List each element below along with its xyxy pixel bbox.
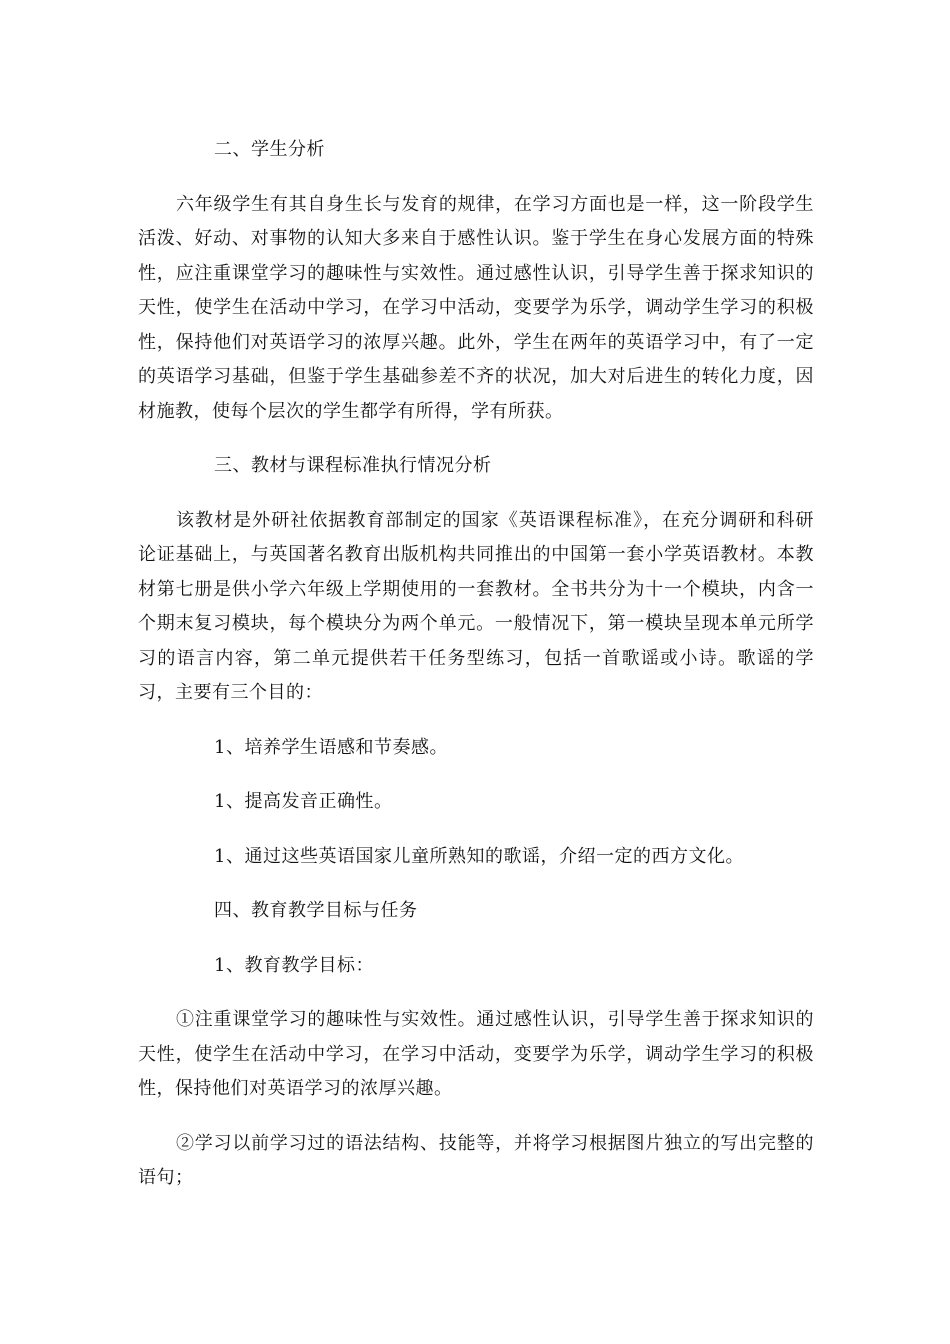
document-body — [138, 133, 814, 1216]
section-heading-textbook-analysis: 三、教材与课程标准执行情况分析 — [214, 455, 492, 476]
section-heading-goals-tasks: 四、教育教学目标与任务 — [214, 900, 418, 921]
list-item-purpose-3: 1、通过这些英语国家儿童所熟知的歌谣，介绍一定的西方文化。 — [214, 845, 744, 867]
section-heading-student-analysis: 二、学生分析 — [214, 139, 325, 160]
paragraph-textbook-analysis: 该教材是外研社依据教育部制定的国家《英语课程标准》，在充分调研和科研论证基础上，与英国著名教育出版机构共同推出的中国第一套小学英语教材。本教材第七册是供小学六年级上学期使用的一套教材。全书共分为十一个模块，内含一个期末复习模块，每个模块分为两个单元。一般情况下，第一模块呈现本单元所学习的语言内容，第二单元提供若干任务型练习，包括一首歌谣或小诗。歌谣的学习，主要有三个目的： — [138, 509, 814, 703]
list-item-purpose-2: 1、提高发音正确性。 — [214, 791, 393, 812]
paragraph-goal-2: ②学习以前学习过的语法结构、技能等，并将学习根据图片独立的写出完整的语句； — [138, 1132, 814, 1188]
list-item-purpose-1: 1、培养学生语感和节奏感。 — [214, 736, 448, 758]
paragraph-goal-1: ①注重课堂学习的趣味性与实效性。通过感性认识，引导学生善于探求知识的天性，使学生在活动中学习，在学习中活动，变要学为乐学，调动学生学习的积极性，保持他们对英语学习的浓厚兴趣。 — [138, 1009, 814, 1099]
paragraph-student-analysis: 六年级学生有其自身生长与发育的规律，在学习方面也是一样，这一阶段学生活泼、好动、对事物的认知大多来自于感性认识。鉴于学生在身心发展方面的特殊性，应注重课堂学习的趣味性与实效性。通过感性认识，引导学生善于探求知识的天性，使学生在活动中学习，在学习中活动，变要学为乐学，调动学生学习的积极性，保持他们对英语学习的浓厚兴趣。此外，学生在两年的英语学习中，有了一定的英语学习基础，但鉴于学生基础参差不齐的状况，加大对后进生的转化力度，因材施教，使每个层次的学生都学有所得，学有所获。 — [138, 193, 814, 422]
subheading-teaching-goals: 1、教育教学目标： — [214, 954, 374, 976]
